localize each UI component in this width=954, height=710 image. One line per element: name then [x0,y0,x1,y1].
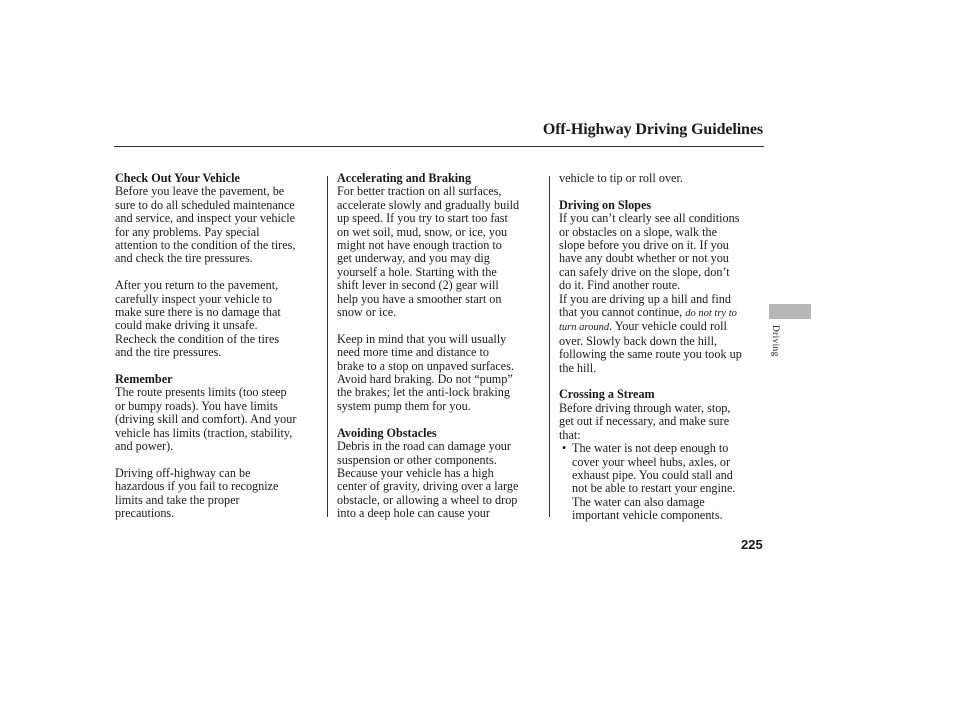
text-line: make sure there is no damage that [115,305,281,320]
text-line: for any problems. Pay special [115,224,260,239]
heading-accelerating-braking: Accelerating and Braking [337,171,472,185]
text-line: The route presents limits (too steep [115,385,287,400]
text-line: center of gravity, driving over a large [337,479,519,494]
text-line: slope before you drive on it. If you [559,238,729,253]
text-line: sure to do all scheduled maintenance [115,197,295,212]
column-1 [115,172,321,521]
heading-crossing-stream: Crossing a Stream [559,387,655,402]
text-line: shift lever in second (2) gear will [337,278,499,293]
column-divider [327,176,328,517]
text-line: need more time and distance to [337,345,489,360]
text-line: Before driving through water, stop, [559,400,731,415]
text-line: If you can’t clearly see all conditions [559,211,740,226]
italic-warning: turn around [559,322,610,334]
text-line: and check the tire pressures. [115,251,253,266]
text-line: Driving off-highway can be [115,465,251,480]
text-line: (driving skill and comfort). And your [115,412,297,427]
text-line: help you have a smoother start on [337,291,502,306]
text-line: carefully inspect your vehicle to [115,291,273,306]
text-line: If you are driving up a hill and find [559,291,731,306]
column-3 [559,172,765,523]
text-line: For better traction on all surfaces, [337,184,502,199]
text-line: The water is not deep enough to [572,441,729,456]
text-line: exhaust pipe. You could stall and [572,467,733,482]
text-line: get out if necessary, and make sure [559,414,730,429]
text-line: have any doubt whether or not you [559,251,729,266]
column-2 [337,172,543,521]
text-line: brake to a stop on unpaved surfaces. [337,358,514,373]
text-line: not be able to restart your engine. [572,481,736,496]
text-line: and service, and inspect your vehicle [115,211,296,226]
section-tab [769,304,811,319]
text-line: The water can also damage [572,494,705,509]
text-line: vehicle has limits (traction, stability, [115,425,293,440]
text-line: can safely drive on the slope, don’t [559,264,730,279]
heading-driving-on-slopes: Driving on Slopes [559,197,652,212]
text-line: following the same route you took up [559,347,742,362]
text-line: Avoid hard braking. Do not “pump” [337,372,513,387]
text-line: the brakes; let the anti-lock braking [337,385,510,400]
text-line: limits and take the proper [115,492,240,507]
text-line: cover your wheel hubs, axles, or [572,454,731,469]
text-line: yourself a hole. Starting with the [337,264,497,279]
page-title: Off-Highway Driving Guidelines [542,121,763,138]
text-line [559,320,765,334]
text-line: Before you leave the pavement, be [115,184,285,199]
italic-warning: do not try to [685,308,737,320]
text-line: hazardous if you fail to recognize [115,479,279,494]
bullet-icon: • [562,441,567,456]
text-line: or bumpy roads). You have limits [115,398,278,413]
text-run: . Your vehicle could roll [609,319,727,334]
text-line: suspension or other components. [337,452,497,467]
text-line: and power). [115,439,174,454]
text-line: precautions. [115,506,175,521]
text-line: into a deep hole can cause your [337,506,490,521]
text-run: that you cannot continue, [559,305,686,320]
text-line: accelerate slowly and gradually build [337,197,520,212]
title-rule [114,146,764,147]
text-line [559,306,765,320]
column-divider [549,176,550,517]
text-line: After you return to the pavement, [115,278,279,293]
text-line: Keep in mind that you will usually [337,331,507,346]
text-line: Debris in the road can damage your [337,439,511,454]
heading-avoiding-obstacles: Avoiding Obstacles [337,425,437,440]
text-line: might not have enough traction to [337,238,502,253]
text-line: vehicle to tip or roll over. [559,171,683,185]
text-line: or obstacles on a slope, walk the [559,224,718,239]
text-line: Because your vehicle has a high [337,465,494,480]
text-line: get underway, and you may dig [337,251,490,266]
text-line: on wet soil, mud, snow, or ice, you [337,224,508,239]
text-line: and the tire pressures. [115,345,222,360]
text-line: important vehicle components. [572,508,723,523]
section-label: Driving [770,325,780,357]
text-line: attention to the condition of the tires, [115,238,296,253]
text-line: system pump them for you. [337,398,471,413]
text-line: obstacle, or allowing a wheel to drop [337,492,518,507]
text-line: Recheck the condition of the tires [115,331,280,346]
text-line: that: [559,427,581,442]
heading-check-out-vehicle: Check Out Your Vehicle [115,171,240,185]
text-line: snow or ice. [337,305,397,320]
text-line: could make driving it unsafe. [115,318,258,333]
text-line: up speed. If you try to start too fast [337,211,508,226]
bullet-item [559,442,765,522]
text-line: do it. Find another route. [559,278,681,293]
text-line: over. Slowly back down the hill, [559,333,718,348]
page-number: 225 [741,537,763,552]
heading-remember: Remember [115,372,173,387]
text-line: the hill. [559,360,597,375]
